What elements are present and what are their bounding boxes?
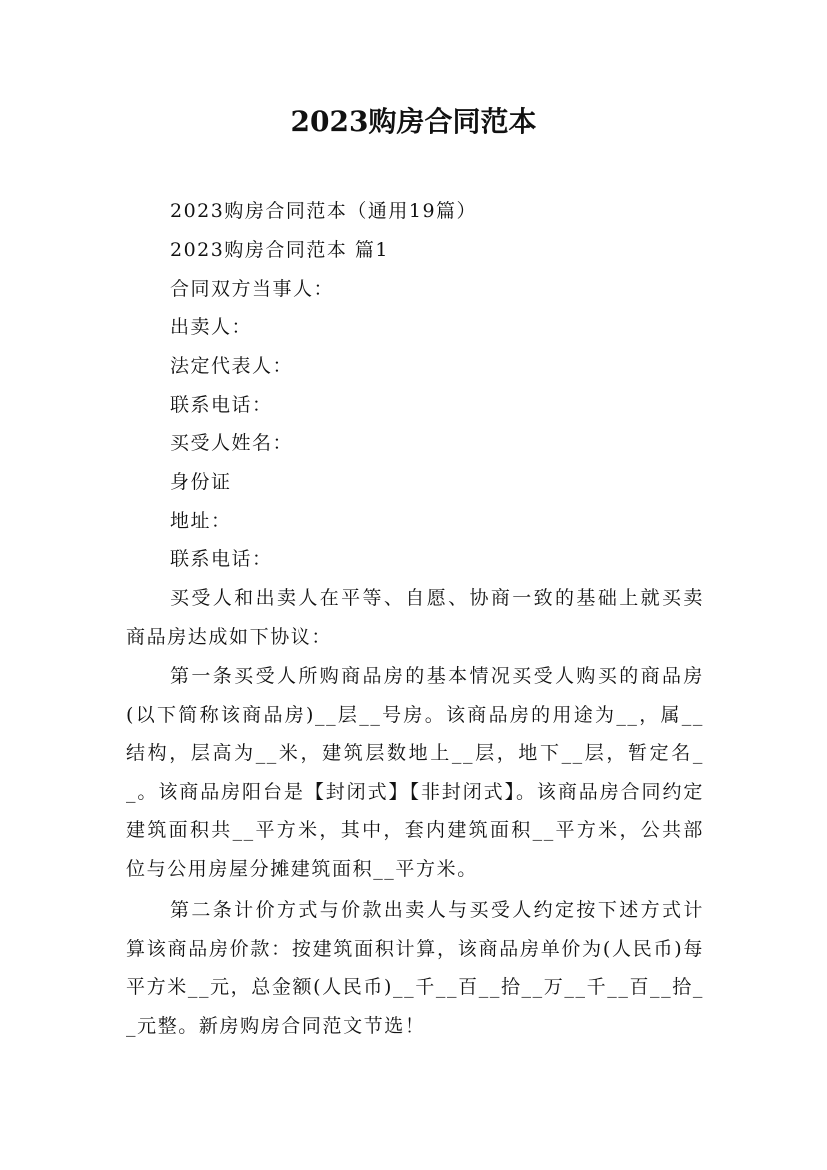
seller-phone-label: 联系电话： [170,394,273,416]
address-label: 地址： [170,510,232,532]
buyer-phone-label: 联系电话： [170,548,273,570]
parties-label: 合同双方当事人： [170,278,335,300]
legal-rep-label: 法定代表人： [170,355,294,377]
document-title: 2023购房合同范本 [290,105,537,138]
article-two-paragraph: 第二条计价方式与价款出卖人与买受人约定按下述方式计算该商品房价款：按建筑面积计算，该商品房单价为(人民币)每平方米__元，总金额(人民币)__千__百__拾__万__千__百__拾__元整。新房购房合同范文节选！ [126,899,704,1037]
article-one-paragraph: 第一条买受人所购商品房的基本情况买受人购买的商品房(以下简称该商品房)__层__号房。该商品房的用途为__，属__结构，层高为__米，建筑层数地上__层，地下__层，暂定名__。该商品房阳台是【封闭式】【非封闭式】。该商品房合同约定建筑面积共__平方米，其中，套内建筑面积__平方米，公共部位与公用房屋分摊建筑面积__平方米。 [126,665,704,880]
id-card-label: 身份证 [170,471,232,493]
seller-label: 出卖人： [170,316,253,338]
buyer-name-label: 买受人姓名： [170,432,294,454]
section-heading: 2023购房合同范本 篇1 [170,239,389,261]
agreement-intro-paragraph: 买受人和出卖人在平等、自愿、协商一致的基础上就买卖商品房达成如下协议： [126,587,704,648]
subtitle-line: 2023购房合同范本（通用19篇） [170,200,478,222]
